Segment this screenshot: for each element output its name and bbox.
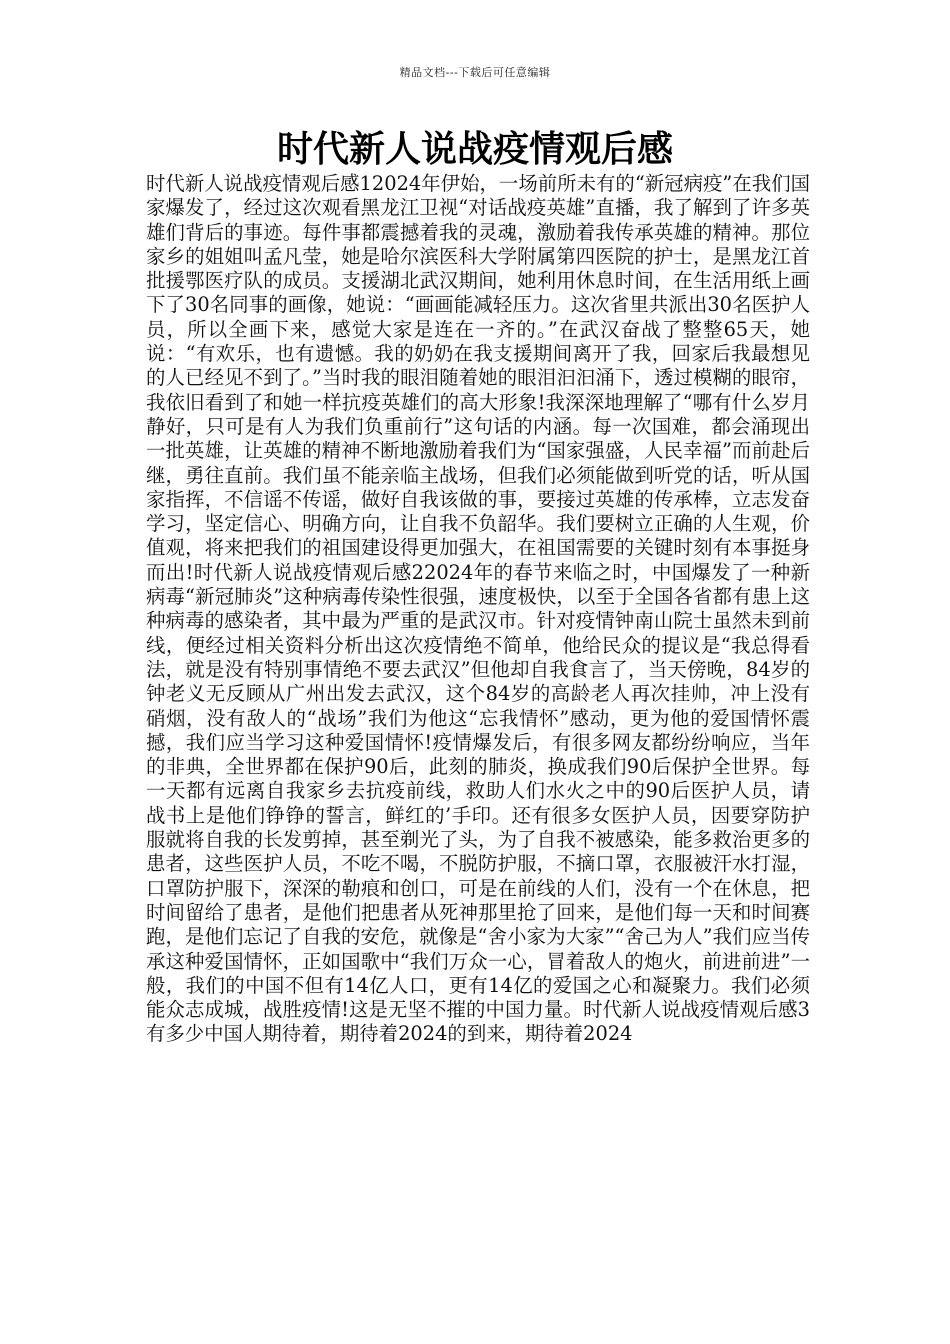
document-title: 时代新人说战疫情观后感 (276, 129, 673, 170)
header-note: 精品文档---下载后可任意编辑 (399, 66, 551, 79)
document-body: 时代新人说战疫情观后感12024年伊始，一场前所未有的“新冠病疫”在我们国家爆发了，经过这次观看黑龙江卫视“对话战疫英雄”直播，我了解到了许多英雄们背后的事迹。每件事都震撼着我的灵魂，激励着我传承英雄的精神。那位家乡的姐姐叫孟凡莹，她是哈尔滨医科大学附属第四医院的护士，是黑龙江首批援鄂医疗队的成员。支援湖北武汉期间，她利用休息时间，在生活用纸上画下了30名同事的画像，她说：“画画能减轻压力。这次省里共派出30名医护人员，所以全画下来，感觉大家是连在一齐的。”在武汉奋战了整整65天，她说：“有欢乐，也有遗憾。我的奶奶在我支援期间离开了我，回家后我最想见的人已经见不到了。”当时我的眼泪随着她的眼泪汩汩涌下，透过模糊的眼帘，我依旧看到了和她一样抗疫英雄们的高大形象!我深深地理解了“哪有什么岁月静好，只可是有人为我们负重前行”这句话的内涵。每一次国难，都会涌现出一批英雄，让英雄的精神不断地激励着我们为“国家强盛，人民幸福”而前赴后继，勇往直前。我们虽不能亲临主战场，但我们必须能做到听党的话，听从国家指挥，不信谣不传谣，做好自我该做的事，要接过英雄的传承棒，立志发奋学习，坚定信心、明确方向，让自我不负韶华。我们要树立正确的人生观，价值观，将来把我们的祖国建设得更加强大，在祖国需要的关键时刻有本事挺身而出!时代新人说战疫情观后感22024年的春节来临之时，中国爆发了一种新病毒“新冠肺炎”这种病毒传染性很强，速度极快，以至于全国各省都有患上这种病毒的感染者，其中最为严重的是武汉市。针对疫情钟南山院士虽然未到前线，便经过相关资料分析出这次疫情绝不简单，他给民众的提议是“我总得看法，就是没有特别事情绝不要去武汉”但他却自我食言了，当天傍晚，84岁的钟老义无反顾从广州出发去武汉，这个84岁的高龄老人再次挂帅，冲上没有硝烟，没有敌人的“战场”我们为他这“忘我情怀”感动，更为他的爱国情怀震撼，我们应当学习这种爱国情怀!疫情爆发后，有很多网友都纷纷响应，当年的非典，全世界都在保护90后，此刻的肺炎，换成我们90后保护全世界。每一天都有远离自我家乡去抗疫前线，救助人们水火之中的90后医护人员，请战书上是他们铮铮的誓言，鲜红的’手印。还有很多女医护人员，因要穿防护服就将自我的长发剪掉，甚至剃光了头，为了自我不被感染，能多救治更多的患者，这些医护人员，不吃不喝，不脱防护服，不摘口罩，衣服被汗水打湿，口罩防护服下，深深的勒痕和创口，可是在前线的人们，没有一个在休息，把时间留给了患者，是他们把患者从死神那里抢了回来，是他们每一天和时间赛跑，是他们忘记了自我的安危，就像是“舍小家为大家”“舍己为人”我们应当传承这种爱国情怀，正如国歌中“我们万众一心，冒着敌人的炮火，前进前进”一般，我们的中国不但有14亿人口，更有14亿的爱国之心和凝聚力。我们必须能众志成城，战胜疫情!这是无坚不摧的中国力量。时代新人说战疫情观后感3有多少中国人期待着，期待着2024的到来，期待着2024 (146, 172, 810, 1046)
